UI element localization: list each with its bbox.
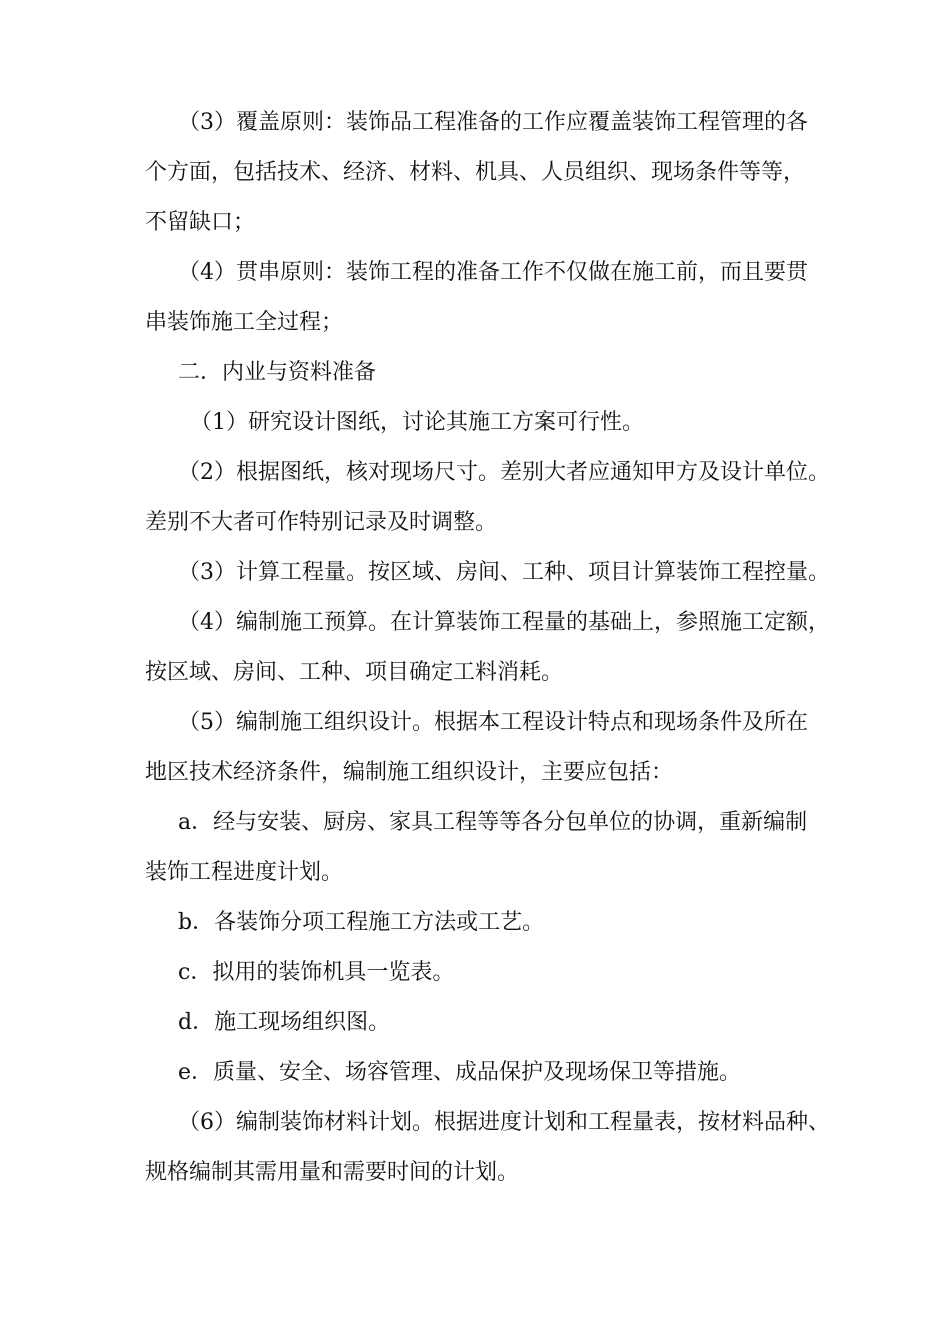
- paragraph-line-item-6: （6）编制装饰材料计划。根据进度计划和工程量表，按材料品种、: [178, 1110, 830, 1135]
- paragraph-line: 差别不大者可作特别记录及时调整。: [145, 510, 498, 535]
- paragraph-line-item-1: （1）研究设计图纸，讨论其施工方案可行性。: [190, 410, 644, 435]
- paragraph-line-covering-principle: （3）覆盖原则：装饰品工程准备的工作应覆盖装饰工程管理的各: [178, 110, 808, 135]
- paragraph-line: 地区技术经济条件，编制施工组织设计，主要应包括：: [145, 760, 674, 785]
- paragraph-line-item-2: （2）根据图纸，核对现场尺寸。差别大者应通知甲方及设计单位。: [178, 460, 830, 485]
- list-item-d: d．施工现场组织图。: [178, 1010, 391, 1035]
- paragraph-line: 按区域、房间、工种、项目确定工料消耗。: [145, 660, 564, 685]
- paragraph-line-item-3: （3）计算工程量。按区域、房间、工种、项目计算装饰工程控量。: [178, 560, 830, 585]
- section-heading: 二．内业与资料准备: [178, 360, 377, 385]
- paragraph-line-item-5: （5）编制施工组织设计。根据本工程设计特点和现场条件及所在: [178, 710, 808, 735]
- list-item-b: b．各装饰分项工程施工方法或工艺。: [178, 910, 545, 935]
- list-item-e: e．质量、安全、场容管理、成品保护及现场保卫等措施。: [178, 1060, 742, 1085]
- list-item-a: a．经与安装、厨房、家具工程等等各分包单位的协调，重新编制: [178, 810, 808, 835]
- paragraph-line: 规格编制其需用量和需要时间的计划。: [145, 1160, 520, 1185]
- paragraph-line: 个方面，包括技术、经济、材料、机具、人员组织、现场条件等等，: [145, 160, 806, 185]
- list-item-c: c．拟用的装饰机具一览表。: [178, 960, 455, 985]
- paragraph-line: 不留缺口；: [145, 210, 256, 235]
- paragraph-line: 装饰工程进度计划。: [145, 860, 344, 885]
- paragraph-line: 串装饰施工全过程；: [145, 310, 344, 335]
- paragraph-line-item-4: （4）编制施工预算。在计算装饰工程量的基础上，参照施工定额，: [178, 610, 830, 635]
- paragraph-line-penetration-principle: （4）贯串原则：装饰工程的准备工作不仅做在施工前，而且要贯: [178, 260, 808, 285]
